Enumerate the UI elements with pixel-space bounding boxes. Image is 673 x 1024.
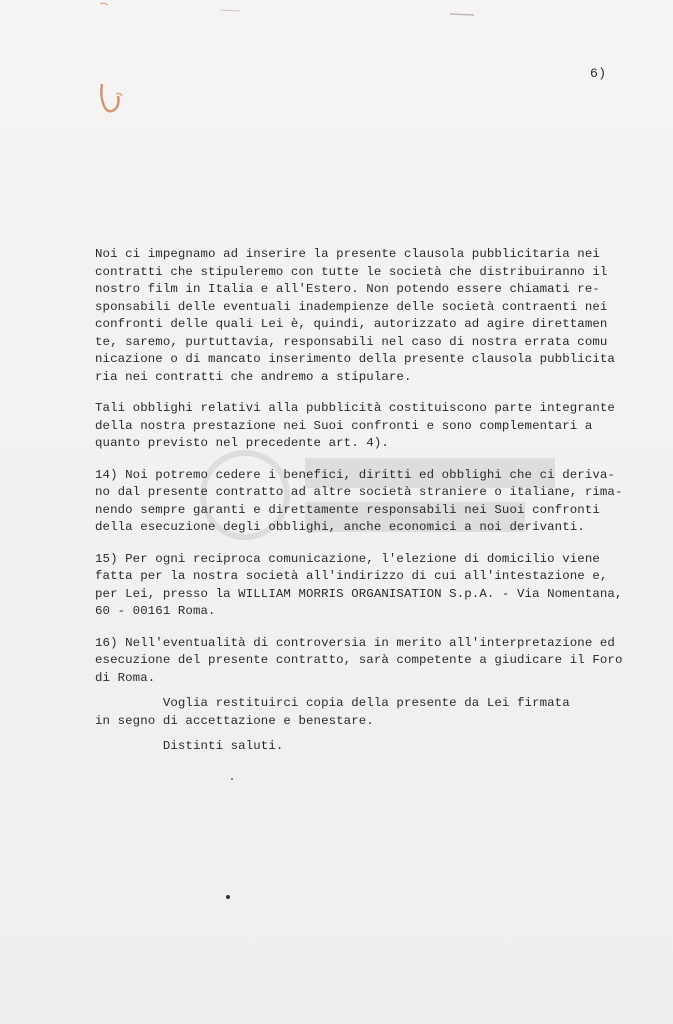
paragraph-gap — [95, 386, 673, 400]
paper-speck — [226, 895, 230, 899]
paragraph-advertising-clause — [95, 246, 673, 386]
paragraph-obligations — [95, 400, 673, 453]
paragraph-gap — [95, 453, 673, 467]
paper-speck — [231, 778, 233, 780]
text-line: 14) Noi potremo cedere i benefici, diritti ed obblighi che ci deriva- — [95, 467, 615, 482]
text-line: te, saremo, purtuttavia, responsabili nel caso di nostra errata comu — [95, 334, 608, 349]
text-line: Noi ci impegnamo ad inserire la presente clausola pubblicitaria nei — [95, 247, 600, 261]
text-line: fatta per la nostra società all'indirizzo di cui all'intestazione e, — [95, 569, 608, 583]
text-line: 16) Nell'eventualità di controversia in merito all'interpretazione ed — [95, 635, 615, 650]
text-line: contratti che stipuleremo con tutte le società che distribuiranno il — [95, 264, 608, 279]
text-line: esecuzione del presente contratto, sarà competente a giudicare il Foro — [95, 653, 623, 667]
paragraph-clause-15 — [95, 551, 673, 621]
text-line: confronti delle quali Lei è, quindi, autorizzato ad agire direttamen — [95, 317, 608, 331]
salutation: Distinti saluti. — [95, 739, 284, 753]
text-line: quanto previsto nel precedente art. 4). — [95, 436, 389, 450]
closing-request — [95, 695, 673, 730]
text-line: ria nei contratti che andremo a stipulare. — [95, 369, 412, 384]
text-line: per Lei, presso la WILLIAM MORRIS ORGANISATION S.p.A. - Via Nomentana, — [95, 586, 623, 601]
text-line: 15) Per ogni reciproca comunicazione, l'elezione di domicilio viene — [95, 551, 600, 566]
text-line: sponsabili delle eventuali inadempienze delle società contraenti nei — [95, 299, 608, 314]
text-line: nostro film in Italia e all'Estero. Non potendo essere chiamati re- — [95, 282, 600, 296]
paragraph-gap — [95, 687, 673, 695]
letter-body — [95, 246, 673, 756]
paragraph-clause-16 — [95, 635, 673, 688]
rust-stain-mark — [96, 80, 130, 118]
text-line: nendo sempre garanti e direttamente responsabili nei Suoi confronti — [95, 502, 600, 517]
text-line: no dal presente contratto ad altre società straniere o italiane, rima- — [95, 485, 623, 499]
text-line: Tali obblighi relativi alla pubblicità costituiscono parte integrante — [95, 401, 615, 415]
text-line: in segno di accettazione e benestare. — [95, 713, 374, 728]
paragraph-clause-14 — [95, 467, 673, 537]
text-line: nicazione o di mancato inserimento della presente clausola pubblicita — [95, 352, 615, 366]
text-line: della nostra prestazione nei Suoi confronti e sono complementari a — [95, 418, 593, 433]
text-line: Voglia restituirci copia della presente da Lei firmata — [95, 696, 570, 710]
text-line: di Roma. — [95, 670, 156, 685]
paragraph-gap — [95, 621, 673, 635]
paragraph-gap — [95, 730, 673, 738]
text-line: della esecuzione degli obblighi, anche economici a noi derivanti. — [95, 520, 585, 534]
page-number: 6) — [590, 66, 607, 81]
text-line: 60 - 00161 Roma. — [95, 604, 216, 618]
paper-edge-marks — [90, 0, 570, 20]
paragraph-gap — [95, 537, 673, 551]
